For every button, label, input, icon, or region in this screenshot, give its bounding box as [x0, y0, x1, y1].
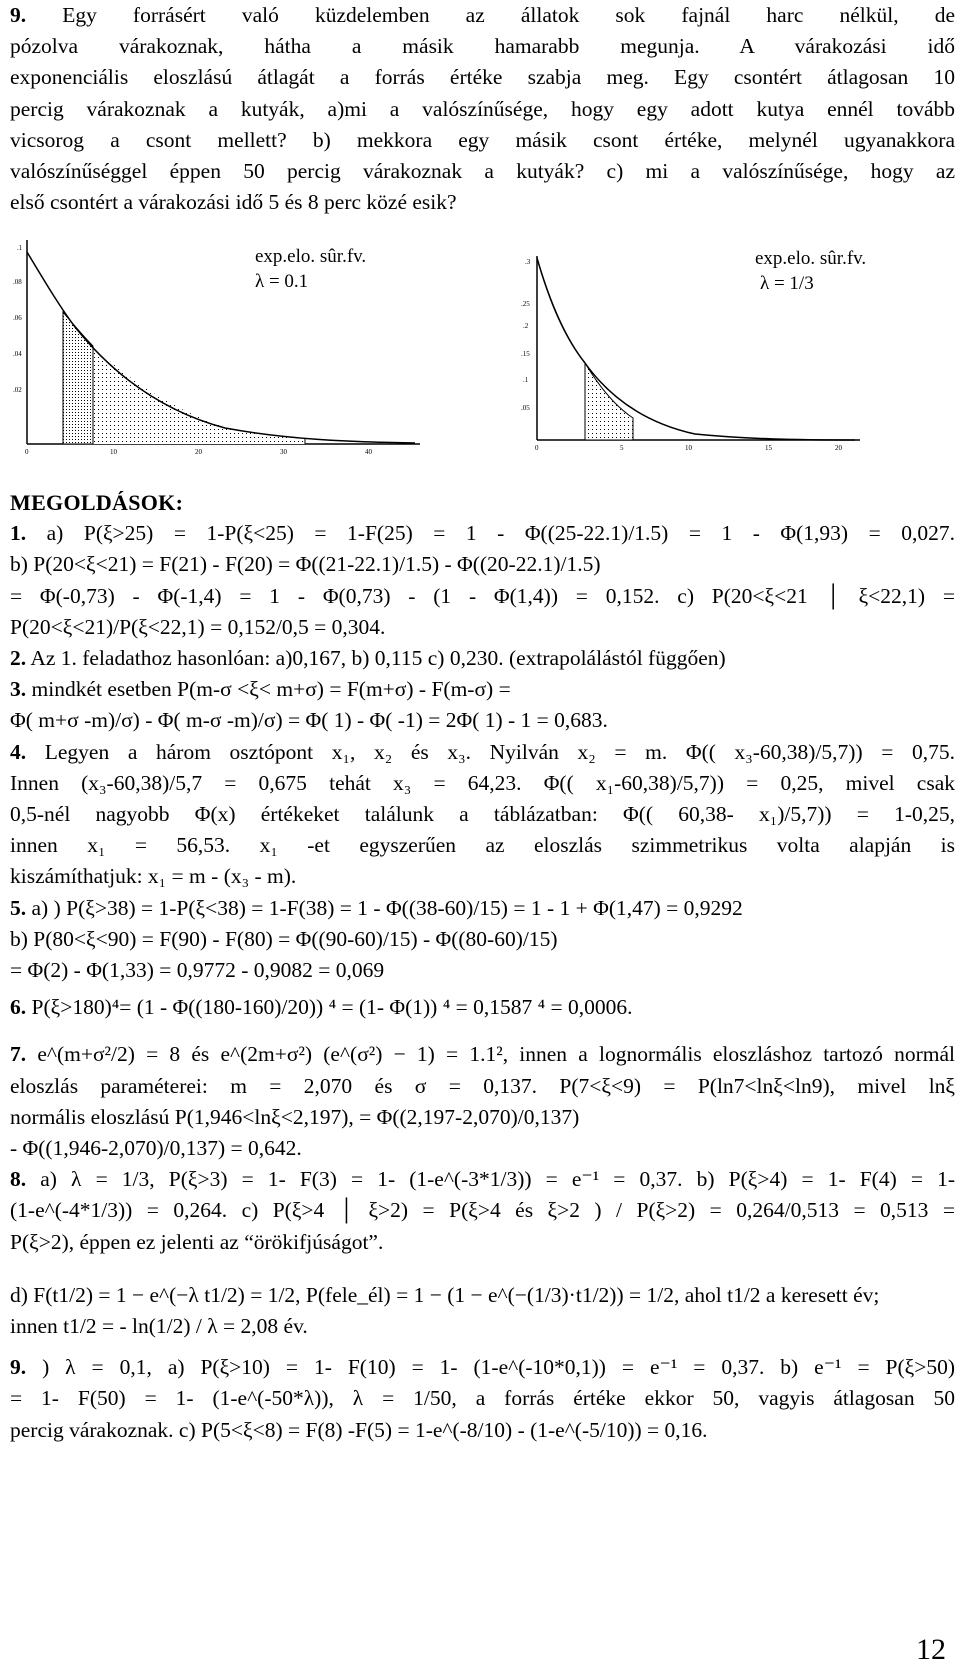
solution-8-line: P(ξ>2), éppen ez jelenti az “örökifjúságot”.: [10, 1229, 384, 1254]
problem-line: percig várakoznak a kutyák, a)mi a valószínűsége, hogy egy adott kutya ennél tovább: [10, 96, 955, 121]
solution-3-line: 3. mindkét esetben P(m-σ <ξ< m+σ) = F(m+σ) - F(m-σ) =: [10, 677, 511, 702]
solution-8-line: innen t1/2 = - ln(1/2) / λ = 2,08 év.: [10, 1314, 308, 1339]
solutions-block: [10, 487, 955, 1446]
solution-9-line: = 1- F(50) = 1- (1-e^(-50*λ)), λ = 1/50, a forrás értéke ekkor 50, vagyis átlagosan 50: [10, 1386, 955, 1411]
svg-text:.05: .05: [521, 404, 530, 412]
svg-text:.1: .1: [17, 244, 23, 252]
solution-7-line: eloszlás paraméterei: m = 2,070 és σ = 0,137. P(7<ξ<9) = P(ln7<lnξ<ln9), mivel lnξ: [10, 1073, 955, 1098]
solution-5-line: b) P(80<ξ<90) = F(90) - F(80) = Φ((90-60)/15) - Φ((80-60)/15): [10, 926, 558, 951]
solution-1-line: 1. a) P(ξ>25) = 1-P(ξ<25) = 1-F(25) = 1 - Φ((25-22.1)/1.5) = 1 - Φ(1,93) = 0,027.: [10, 521, 955, 546]
problem-line: első csontért a várakozási idő 5 és 8 perc közé esik?: [10, 190, 457, 215]
svg-text:.25: .25: [521, 300, 530, 308]
svg-text:.3: .3: [525, 258, 531, 266]
solution-9-line: percig várakoznak. c) P(5<ξ<8) = F(8) -F(5) = 1-e^(-8/10) - (1-e^(-5/10)) = 0,16.: [10, 1417, 708, 1442]
svg-text:.1: .1: [523, 376, 529, 384]
dotted-region: [585, 363, 633, 440]
problem-line: 9. Egy forrásért való küzdelemben az állatok sok fajnál harc nélkül, de: [10, 3, 955, 27]
solution-6-line: 6. P(ξ>180)⁴= (1 - Φ((180-160)/20)) ⁴ = (1- Φ(1)) ⁴ = 0,1587 ⁴ = 0,0006.: [10, 995, 633, 1020]
solution-8-line: d) F(t1/2) = 1 − e^(−λ t1/2) = 1/2, P(fele_él) = 1 − (1 − e^(−(1/3)·t1/2)) = 1/2, ahol t1/2 a keresett év;: [10, 1282, 880, 1307]
problem-9-paragraph: [10, 0, 955, 218]
solution-2-line: 2. Az 1. feladathoz hasonlóan: a)0,167, b) 0,115 c) 0,230. (extrapolálástól függően): [10, 646, 726, 671]
svg-text:10: 10: [110, 448, 117, 456]
page-number: 12: [916, 1633, 946, 1666]
svg-text:.04: .04: [13, 350, 22, 358]
right-caption-1: exp.elo. sûr.fv.: [755, 248, 867, 269]
solution-4-line: 4. Legyen a három osztópont x₁, x₂ és x₃. Nyilván x₂ = m. Φ(( x₃-60,38)/5,7)) = 0,75.: [10, 739, 955, 764]
solution-3-line: Φ( m+σ -m)/σ) - Φ( m-σ -m)/σ) = Φ( 1) - Φ( -1) = 2Φ( 1) - 1 = 0,683.: [10, 708, 608, 733]
y-tick-labels: [521, 258, 531, 412]
svg-text:0: 0: [535, 444, 539, 452]
solution-5-line: = Φ(2) - Φ(1,33) = 0,9772 - 0,9082 = 0,069: [10, 958, 385, 983]
solution-1-line: = Φ(-0,73) - Φ(-1,4) = 1 - Φ(0,73) - (1 - Φ(1,4)) = 0,152. c) P(20<ξ<21 │ ξ<22,1) =: [10, 583, 955, 608]
solution-7-line: 7. e^(m+σ²/2) = 8 és e^(2m+σ²) (e^(σ²) − 1) = 1.1², innen a lognormális eloszláshoz tartozó normál: [10, 1042, 955, 1067]
svg-text:20: 20: [195, 448, 202, 456]
solution-1-line: b) P(20<ξ<21) = F(21) - F(20) = Φ((21-22.1)/1.5) - Φ((20-22.1)/1.5): [10, 552, 601, 577]
left-caption-1: exp.elo. sûr.fv.: [255, 246, 367, 267]
svg-text:.06: .06: [13, 314, 22, 322]
svg-text:.2: .2: [523, 322, 529, 330]
svg-text:20: 20: [835, 444, 842, 452]
solutions-heading: MEGOLDÁSOK:: [10, 490, 184, 515]
svg-text:.08: .08: [13, 278, 22, 286]
solution-1-line: P(20<ξ<21)/P(ξ<22,1) = 0,152/0,5 = 0,304.: [10, 614, 386, 639]
solution-7-line: normális eloszlású P(1,946<lnξ<2,197), = Φ((2,197-2,070)/0,137): [10, 1104, 580, 1129]
problem-line: valószínűséggel éppen 50 percig várakoznak a kutyák? c) mi a valószínűsége, hogy az: [10, 159, 955, 184]
solution-7-line: - Φ((1,946-2,070)/0,137) = 0,642.: [10, 1136, 302, 1161]
solution-4-line: innen x₁ = 56,53. x₁ -et egyszerűen az eloszlás szimmetrikus volta alapján is: [10, 833, 955, 858]
solution-9-line: 9. ) λ = 0,1, a) P(ξ>10) = 1- F(10) = 1- (1-e^(-10*0,1)) = e⁻¹ = 0,37. b) e⁻¹ = P(ξ>50): [10, 1355, 955, 1380]
svg-text:5: 5: [620, 444, 624, 452]
solution-5-line: 5. a) ) P(ξ>38) = 1-P(ξ<38) = 1-F(38) = 1 - Φ((38-60)/15) = 1 - 1 + Φ(1,47) = 0,9292: [10, 895, 743, 920]
left-caption-2: λ = 0.1: [255, 271, 309, 292]
solution-8-line: 8. a) λ = 1/3, P(ξ>3) = 1- F(3) = 1- (1-e^(-3*1/3)) = e⁻¹ = 0,37. b) P(ξ>4) = 1- F(4) = 1-: [10, 1167, 955, 1192]
x-tick-labels: [25, 448, 373, 456]
svg-text:0: 0: [25, 448, 29, 456]
svg-text:.02: .02: [13, 386, 22, 394]
solution-8-line: (1-e^(-4*1/3)) = 0,264. c) P(ξ>4 │ ξ>2) = P(ξ>4 és ξ>2 ) / P(ξ>2) = 0,264/0,513 = 0,513 =: [10, 1198, 955, 1223]
problem-line: exponenciális eloszlású átlagát a forrás értéke szabja meg. Egy csontért átlagosan 10: [10, 65, 955, 90]
svg-text:10: 10: [685, 444, 692, 452]
solution-4-line: 0,5-nél nagyobb Φ(x) értékeket találunk a táblázatban: Φ(( 60,38- x₁)/5,7)) = 1-0,25,: [10, 802, 955, 827]
svg-text:.15: .15: [521, 350, 530, 358]
svg-text:30: 30: [280, 448, 287, 456]
x-tick-labels: [535, 444, 843, 452]
svg-text:15: 15: [765, 444, 772, 452]
svg-text:40: 40: [365, 448, 372, 456]
dotted-region: [93, 346, 305, 444]
y-tick-labels: [13, 244, 23, 394]
right-caption-2: λ = 1/3: [760, 273, 814, 294]
solution-4-line: kiszámíthatjuk: x₁ = m - (x₃ - m).: [10, 864, 297, 889]
solution-4-line: Innen (x₃-60,38)/5,7 = 0,675 tehát x₃ = 64,23. Φ(( x₁-60,38)/5,7)) = 0,25, mivel csak: [10, 770, 955, 795]
problem-line: vicsorog a csont mellett? b) mekkora egy másik csont értéke, melynél ugyanakkora: [10, 127, 955, 152]
problem-line: pózolva várakoznak, hátha a másik hamarabb megunja. A várakozási idő: [10, 34, 955, 59]
